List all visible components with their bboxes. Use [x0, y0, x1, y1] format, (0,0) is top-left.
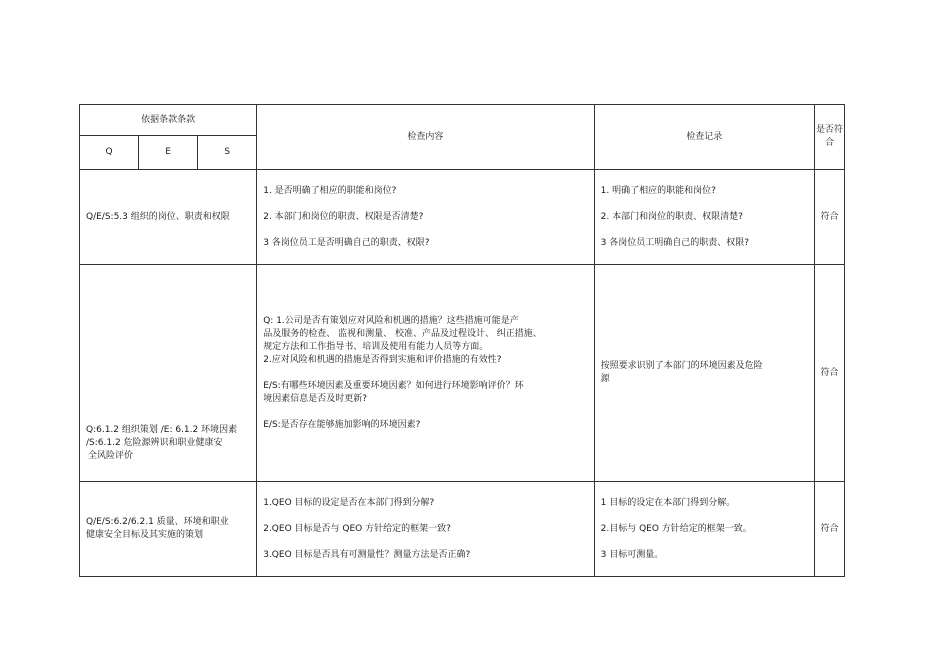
- header-row: [80, 105, 845, 136]
- record-line: [601, 510, 808, 523]
- record-line: 3 目标可测量。: [600, 549, 664, 560]
- content-line: 品及服务的检查、 监视和测量、 校准、产品及过程设计、 纠正措施、: [263, 328, 542, 339]
- clause-line: Q/E/S:6.2/6.2.1 质量、环境和职业: [86, 517, 229, 527]
- content-line: 1.QEO 目标的设定是否在本部门得到分解?: [263, 497, 435, 508]
- header-content: 检查内容: [257, 105, 594, 170]
- header-result: 是否符合: [814, 105, 844, 170]
- header-s: S: [198, 136, 257, 170]
- record-line: 2.目标与 QEO 方针给定的框架一致。: [600, 523, 752, 534]
- table-row: [80, 265, 845, 482]
- content-line: E/S:是否存在能够施加影响的环境因素?: [263, 419, 421, 430]
- audit-checklist-table: [79, 104, 845, 577]
- content-line: [263, 198, 587, 211]
- clause-cell: [80, 265, 257, 482]
- content-line: E/S:有哪些环境因素及重要环境因素？如何进行环境影响评价？环: [263, 380, 524, 391]
- record-cell: [594, 170, 814, 265]
- content-line: 境因素信息是否及时更新?: [263, 393, 367, 404]
- record-line: 1. 明确了相应的职能和岗位?: [600, 185, 716, 196]
- result-cell: 符合: [814, 482, 844, 577]
- content-line: [263, 536, 587, 549]
- clause-line: Q/E/S:5.3 组织的岗位、职责和权限: [86, 211, 230, 222]
- clause-line: 全风险评价: [88, 451, 134, 461]
- content-cell: [257, 170, 594, 265]
- record-line: 源: [600, 374, 610, 384]
- record-line: [601, 536, 808, 549]
- content-line: [263, 367, 587, 380]
- content-line: 2.QEO 目标是否与 QEO 方针给定的框架一致?: [263, 523, 451, 534]
- result-cell: 符合: [814, 170, 844, 265]
- content-line: 2. 本部门和岗位的职责、权限是否清楚?: [263, 211, 424, 222]
- content-line: 1. 是否明确了相应的职能和岗位?: [263, 185, 397, 196]
- content-line: [263, 224, 587, 237]
- content-line: 3.QEO 目标是否具有可测量性？测量方法是否正确?: [263, 549, 471, 560]
- record-cell: [594, 265, 814, 482]
- record-line: [601, 198, 808, 211]
- content-line: [263, 406, 587, 419]
- clause-cell: [80, 170, 257, 265]
- content-line: Q: 1.公司是否有策划应对风险和机遇的措施？这些措施可能是产: [263, 315, 519, 326]
- content-line: 规定方法和工作指导书、培训及使用有能力人员等方面。: [263, 341, 489, 352]
- table-row: [80, 482, 845, 577]
- record-line: 1 目标的设定在本部门得到分解。: [600, 497, 736, 508]
- header-e: E: [139, 136, 198, 170]
- header-record: 检查记录: [594, 105, 814, 170]
- record-cell: [594, 482, 814, 577]
- content-cell: [257, 482, 594, 577]
- record-line: 按照要求识别了本部门的环境因素及危险: [600, 361, 763, 371]
- result-cell: 符合: [814, 265, 844, 482]
- record-line: 2. 本部门和岗位的职责、权限清楚?: [600, 211, 743, 222]
- content-line: 3 各岗位员工是否明确自己的职责、权限?: [263, 237, 430, 248]
- clause-cell: [80, 482, 257, 577]
- record-line: 3 各岗位员工明确自己的职责、权限?: [600, 237, 750, 248]
- content-line: [263, 510, 587, 523]
- table-row: [80, 170, 845, 265]
- content-cell: [257, 265, 594, 482]
- clause-line: Q:6.1.2 组织策划 /E: 6.1.2 环境因素: [86, 425, 238, 435]
- header-clause: 依据条款条款: [80, 105, 257, 136]
- content-line: 2.应对风险和机遇的措施是否得到实施和评价措施的有效性?: [263, 354, 502, 365]
- clause-line: /S:6.1.2 危险源辨识和职业健康安: [86, 438, 223, 448]
- header-q: Q: [80, 136, 139, 170]
- clause-line: 健康安全目标及其实施的策划: [86, 530, 204, 540]
- record-line: [601, 224, 808, 237]
